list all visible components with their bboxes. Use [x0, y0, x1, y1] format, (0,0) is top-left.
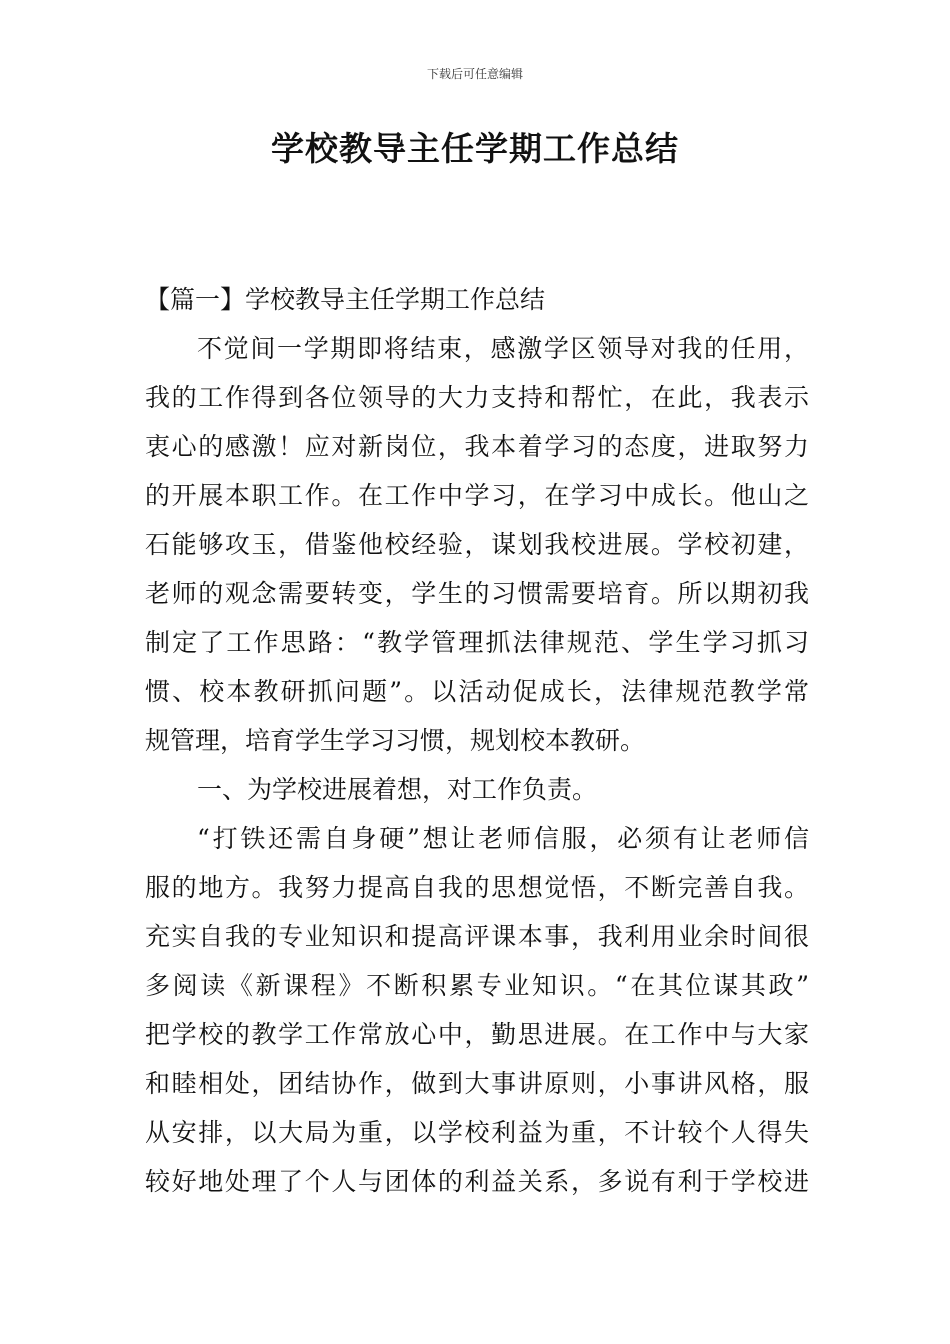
section-heading: 【篇一】学校教导主任学期工作总结 — [145, 285, 546, 314]
paragraph-line: 衷心的感激！应对新岗位，我本着学习的态度，进取努力 — [145, 432, 809, 461]
paragraph-line: 的开展本职工作。在工作中学习，在学习中成长。他山之 — [145, 481, 809, 510]
paragraph-line: 从安排，以大局为重，以学校利益为重，不计较个人得失 — [145, 1118, 809, 1147]
subsection-heading: 一、为学校进展着想，对工作负责。 — [197, 775, 598, 804]
paragraph-line: 制定了工作思路：“教学管理抓法律规范、学生学习抓习 — [145, 628, 809, 657]
header-note: 下载后可任意编辑 — [426, 67, 523, 81]
paragraph-line: 石能够攻玉，借鉴他校经验，谋划我校进展。学校初建， — [145, 530, 809, 559]
paragraph-line: 我的工作得到各位领导的大力支持和帮忙，在此，我表示 — [145, 383, 809, 412]
document-body — [145, 282, 809, 1213]
document-title: 学校教导主任学期工作总结 — [271, 129, 679, 168]
paragraph-line: 规管理，培育学生学习习惯，规划校本教研。 — [145, 726, 646, 755]
paragraph-line: “打铁还需自身硬”想让老师信服，必须有让老师信 — [197, 824, 809, 853]
paragraph-line: 惯、校本教研抓问题”。以活动促成长，法律规范教学常 — [145, 677, 809, 706]
paragraph-line: 不觉间一学期即将结束，感激学区领导对我的任用， — [197, 334, 809, 363]
paragraph-line: 充实自我的专业知识和提高评课本事，我利用业余时间很 — [145, 922, 809, 951]
paragraph-line: 把学校的教学工作常放心中，勤思进展。在工作中与大家 — [145, 1020, 809, 1049]
paragraph-line: 多阅读《新课程》不断积累专业知识。“在其位谋其政” — [145, 971, 809, 1000]
paragraph-line: 服的地方。我努力提高自我的思想觉悟，不断完善自我。 — [145, 873, 809, 902]
paragraph-line: 较好地处理了个人与团体的利益关系，多说有利于学校进 — [145, 1167, 809, 1196]
paragraph-line: 和睦相处，团结协作，做到大事讲原则，小事讲风格，服 — [145, 1069, 809, 1098]
paragraph-line: 老师的观念需要转变，学生的习惯需要培育。所以期初我 — [145, 579, 809, 608]
